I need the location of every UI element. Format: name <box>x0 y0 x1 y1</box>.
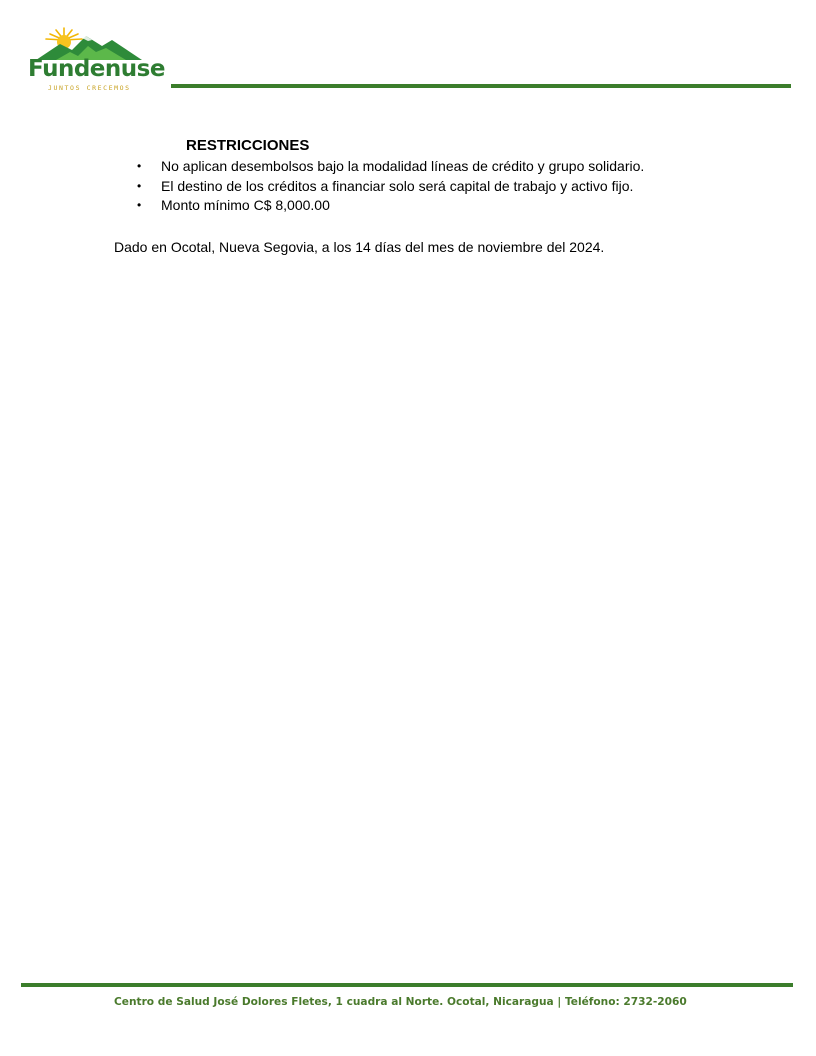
list-item <box>137 157 644 177</box>
list-item-text: El destino de los créditos a financiar solo será capital de trabajo y activo fijo. <box>161 177 634 194</box>
header-divider <box>171 84 791 88</box>
footer-address: Centro de Salud José Dolores Fletes, 1 cuadra al Norte. Ocotal, Nicaragua | Teléfono: 2732-2060 <box>114 996 687 1008</box>
bullet-icon: • <box>137 159 142 173</box>
list-item <box>137 196 644 216</box>
bullet-icon: • <box>137 178 142 193</box>
logo-tagline: JUNTOS CRECEMOS <box>48 84 131 92</box>
list-item-text: No aplican desembolsos bajo la modalidad líneas de crédito y grupo solidario. <box>161 158 645 174</box>
list-item <box>137 177 644 197</box>
closing-statement: Dado en Ocotal, Nueva Segovia, a los 14 días del mes de noviembre del 2024. <box>114 239 605 255</box>
footer-divider <box>21 983 793 987</box>
bullet-icon: • <box>137 198 142 212</box>
logo-wordmark: Fundenuse <box>28 56 165 82</box>
section-title: RESTRICCIONES <box>186 137 310 154</box>
restrictions-list <box>137 157 644 216</box>
list-item-text: Monto mínimo C$ 8,000.00 <box>161 197 330 213</box>
